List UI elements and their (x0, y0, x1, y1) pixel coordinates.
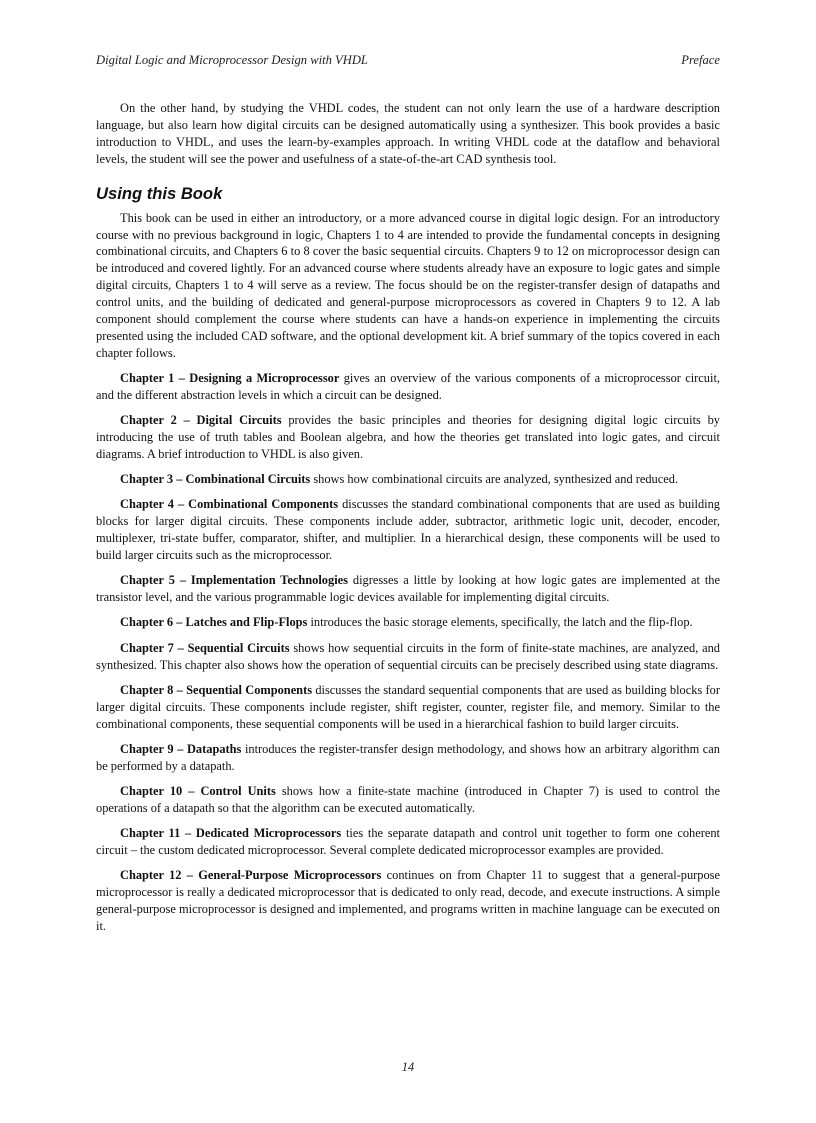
chapter-summary-3 (96, 471, 720, 488)
chapter-title: Chapter 5 – Implementation Technologies (120, 573, 348, 588)
chapter-summary-12 (96, 867, 720, 935)
chapter-description: provides the basic principles and theories for designing digital logic circuits by introducing the use of truth tables and Boolean algebra, and how the theories get translated into logic gates, and circuit diagrams. A brief introduction to VHDL is also given. (96, 413, 721, 461)
chapter-description: digresses a little by looking at how logic gates are implemented at the transistor level, and the various programmable logic devices available for implementing digital circuits. (96, 573, 720, 605)
chapter-summary-8 (96, 682, 720, 733)
page-number: 14 (401, 1060, 415, 1074)
chapter-title: Chapter 8 – Sequential Components (120, 682, 313, 697)
running-header (96, 53, 720, 71)
chapter-description: shows how a finite-state machine (introduced in Chapter 7) is used to control the operations of a datapath so that the algorithm can be executed automatically. (96, 783, 720, 815)
book-title: Digital Logic and Microprocessor Design with VHDL (96, 53, 368, 67)
chapter-title: Chapter 4 – Combinational Components (120, 497, 339, 512)
chapter-title: Chapter 6 – Latches and Flip-Flops (120, 615, 308, 630)
chapter-title: Chapter 2 – Digital Circuits (120, 413, 282, 428)
chapter-summary-7 (96, 640, 720, 674)
chapter-title: Chapter 3 – Combinational Circuits (120, 472, 311, 487)
chapter-description: shows how sequential circuits in the form of finite-state machines, are analyzed, and synthesized. This chapter also shows how the operation of sequential circuits can be precisely described using state diagrams. (96, 640, 720, 672)
page-body (96, 100, 720, 943)
chapter-summary-1 (96, 370, 720, 404)
chapter-description: introduces the basic storage elements, specifically, the latch and the flip-flop. (307, 615, 693, 630)
chapter-description: discusses the standard combinational components that are used as building blocks for larger digital circuits. These components include adder, subtractor, arithmetic logic unit, decoder, encoder, multiplexer, tri-state buffer, comparator, shifter, and multiplier. In a hierarchical design, these components will be used to build larger circuits such as the microprocessor. (96, 497, 721, 563)
chapter-title: Chapter 9 – Datapaths (120, 741, 242, 756)
chapter-title: Chapter 10 – Control Units (120, 783, 276, 798)
section-paragraph: This book can be used in either an introductory, or a more advanced course in digital logic design. For an introductory course with no previous background in logic, Chapters 1 to 4 are intended to provide the fundamental concepts in designing combinational circuits, and Chapters 6 to 8 cover the basic sequential circuits. Chapters 9 to 12 on microprocessor design can be introduced and covered lightly. For an advanced course where students already have an exposure to logic gates and simple digital circuits, Chapters 1 to 4 will serve as a review. The focus should be on the register-transfer design of datapaths and control units, and the building of dedicated and general-purpose microprocessors as covered in Chapters 9 to 12. A lab component should complement the course where students can have a hands-on experience in implementing the circuits presented using the included CAD software, and the optional development kit. A brief summary of the topics covered in each chapter follows. (96, 210, 720, 360)
chapter-summary-10 (96, 783, 720, 817)
chapter-description: introduces the register-transfer design methodology, and shows how an arbitrary algorithm can be performed by a datapath. (96, 741, 720, 773)
chapter-summary-6 (96, 614, 720, 631)
chapter-description: gives an overview of the various components of a microprocessor circuit, and the different abstraction levels in which a circuit can be designed. (96, 371, 720, 402)
chapter-description: discusses the standard sequential components that are used as building blocks for larger digital circuits. These components include register, shift register, counter, register file, and memory. Similar to the combinational components, these sequential components will be used in a hierarchical fashion to build larger circuits. (96, 682, 720, 731)
chapter-title: Chapter 11 – Dedicated Microprocessors (120, 825, 342, 840)
intro-paragraph: On the other hand, by studying the VHDL codes, the student can not only learn the use of a hardware description language, but also learn how digital circuits can be designed automatically using a synthesizer. This book provides a basic introduction to VHDL, and uses the learn-by-examples approach. In writing VHDL code at the dataflow and behavioral levels, the student will see the power and usefulness of a state-of-the-art CAD synthesis tool. (96, 101, 720, 166)
chapter-title: Chapter 1 – Designing a Microprocessor (120, 371, 340, 386)
chapter-summary-5 (96, 572, 720, 606)
chapter-summary-4 (96, 496, 720, 564)
section-heading: Using this Book (96, 183, 223, 203)
section-label: Preface (681, 53, 720, 67)
chapter-summary-2 (96, 412, 720, 463)
chapter-summary-9 (96, 741, 720, 775)
chapter-title: Chapter 7 – Sequential Circuits (120, 640, 290, 655)
chapter-description: ties the separate datapath and control unit together to form one coherent circuit – the custom dedicated microprocessor. Several complete dedicated microprocessor examples are provided. (96, 825, 720, 857)
chapter-summary-11 (96, 825, 720, 859)
chapter-title: Chapter 12 – General-Purpose Microprocessors (120, 868, 382, 883)
chapter-description: continues on from Chapter 11 to suggest that a general-purpose microprocessor is really a dedicated microprocessor that is dedicated to only read, decode, and execute instructions. A simple general-purpose microprocessor is designed and implemented, and programs written in machine language can be executed on it. (96, 868, 721, 933)
chapter-description: shows how combinational circuits are analyzed, synthesized and reduced. (310, 472, 679, 487)
